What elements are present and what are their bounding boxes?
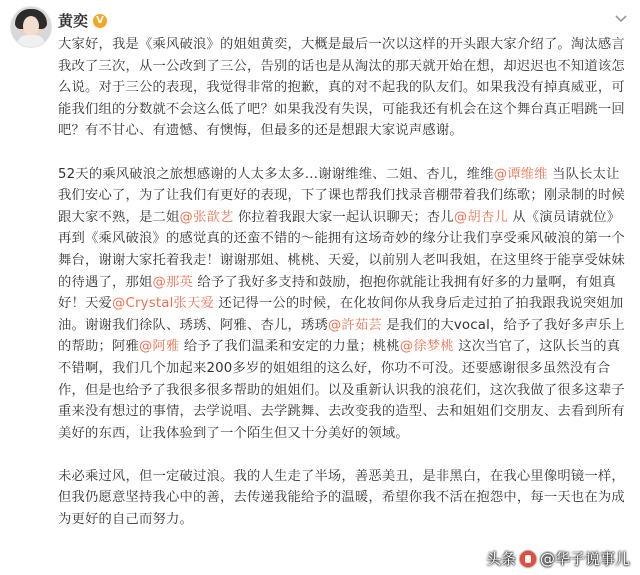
avatar[interactable]	[10, 6, 52, 48]
post-text: 还记得一公的时候，在化妆间你从我身后走过拍了拍我跟我说突姐加油。谢谢我们徐队、琇琇、阿雅、杏儿，琇琇	[58, 296, 624, 333]
avatar-face	[23, 16, 39, 36]
chevron-down-icon[interactable]	[614, 14, 628, 24]
post-text: 大家好，我是《乘风破浪》的姐姐黄奕，大概是最后一次以这样的开头跟大家介绍了。淘汰感言我改了三次，从一公改到了三公，告别的话也是从淘汰的那天就开始在想，却迟迟也不知道该怎么说。对于三公的表现，我觉得非常的抱歉，真的对不起我的队友们。如果我没有掉真威亚，可能我们组的分数就不会这么低了吧？如果我没有失误，可能我还有机会在这个舞台真正唱跳一回吧？有不甘心、有遗憾、有懊悔，但最多的还是想跟大家说声感谢。	[58, 37, 625, 139]
post-text: 这次当官了，这队长当的真不错啊，我们几个加起来200多岁的姐姐组的这么好，你功不可没。还要感谢很多虽然没有合作，但是也给予了我很多很多帮助的姐姐们。以及重新认识我的浪花们，这次我做了很多这辈子重来没有想过的事情，去学说唱、去学跳舞、去改变我的造型、去和姐姐们交朋友、去看到所有美好的东西，让我体验到了一个陌生但又十分美好的领域。	[58, 339, 625, 441]
mention-link[interactable]: @徐梦桃	[399, 339, 454, 355]
watermark-handle: 华子说事儿	[554, 550, 630, 568]
post-paragraph	[58, 164, 630, 445]
watermark-prefix: 头条	[485, 550, 516, 568]
mention-link[interactable]: @許茹芸	[327, 317, 382, 333]
post-text: 未必乘过风，但一定破过浪。我的人生走了半场，善恶美丑，是非黑白，在我心里像明镜一样，但我仍愿意坚持我心中的善，去传递我能给予的温暖，希望你我不活在抱怨中，每一天也在为成为更好的自己而努力。	[58, 468, 625, 528]
mention-link[interactable]: @Crystal张天爱	[112, 296, 214, 312]
post-text: 是我们的大vocal，给予了我好多声乐上的帮助；阿雅	[58, 317, 625, 355]
mention-link[interactable]: @那英	[152, 274, 193, 290]
post-paragraph	[58, 466, 630, 531]
post-body	[58, 34, 630, 531]
mention-link[interactable]: @胡杏儿	[453, 209, 508, 225]
mention-link[interactable]: @阿雅	[138, 339, 180, 355]
post-text: 给予了我们温柔和安定的力量；桃桃	[179, 339, 400, 355]
watermark	[486, 548, 630, 569]
post-text: 给予了我好多支持和鼓励，抱抱你就能让我拥有好多的力量啊，有姐真好！天爱	[58, 274, 616, 312]
watermark-logo-icon	[520, 551, 536, 567]
mention-link[interactable]: @谭维维	[493, 166, 548, 182]
avatar-shoulders	[17, 35, 45, 48]
post-header	[10, 6, 52, 48]
post-text: 从《演员请就位》再到《乘风破浪》的感觉真的还蛮不错的～能拥有这场奇妙的缘分让我们享受乘风破浪的第一个舞台，谢谢大家托着我走！谢谢那姐、桃桃、天爱，以前别人老叫我姐，在这里终于能享受妹妹的待遇了，那姐	[58, 209, 625, 290]
watermark-at: @	[539, 549, 555, 568]
post-paragraph	[58, 34, 630, 142]
mention-link[interactable]: @张歆艺	[179, 209, 234, 225]
author-block	[58, 10, 107, 31]
post-text: 当队长太让我们安心了，为了让我们有更好的表现，下了课也帮我们找录音棚带着我们练歌；刚录制的时候跟大家不熟，是二姐	[58, 166, 625, 225]
post-text: 52天的乘风破浪之旅想感谢的人太多太多…谢谢维维、二姐、杏儿，维维	[58, 166, 494, 182]
post-text: 你拉着我跟大家一起认识聊天；杏儿	[233, 209, 454, 225]
author-name[interactable]: 黄奕	[58, 12, 89, 30]
vip-badge-icon: V	[93, 14, 107, 28]
